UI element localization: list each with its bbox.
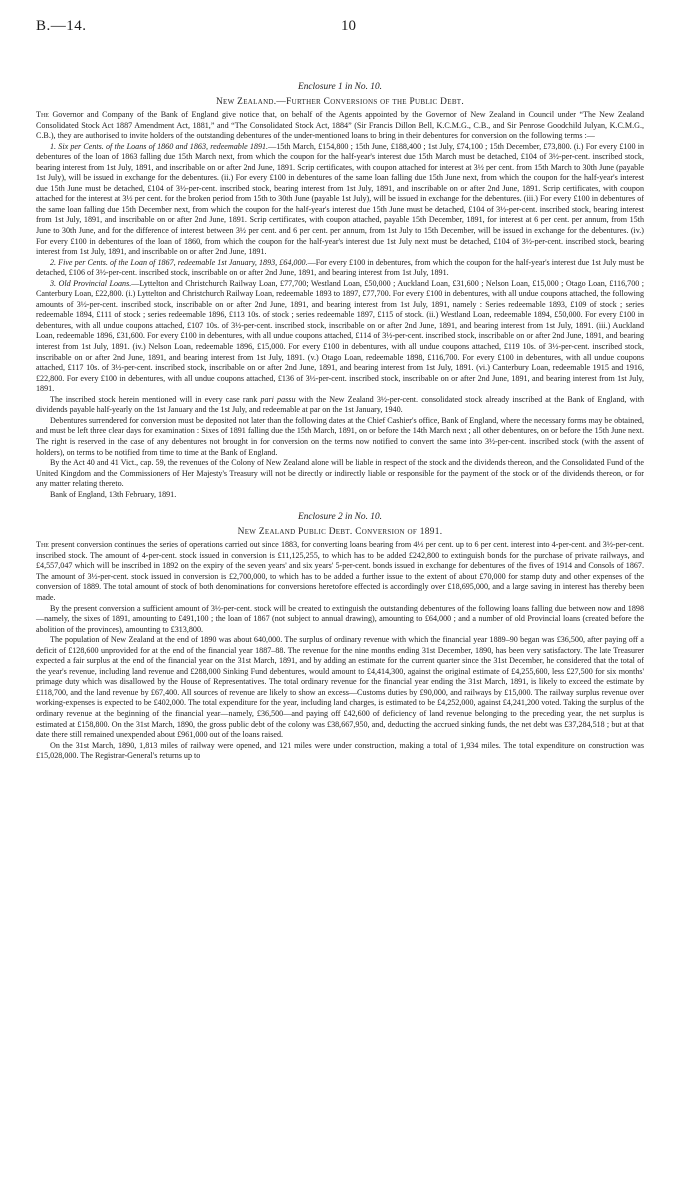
item-1-label: 1. Six per Cents. of the Loans of 1860 and 1863, redeemable 1891. [50, 141, 269, 151]
enclosure-1-intro-lead: The [36, 110, 49, 119]
item-1-text: —15th March, £154,800 ; 15th June, £188,400 ; 1st July, £74,100 ; 15th December, £73,800. (i.) For every £100 in debentures of the loan of 1863 falling due 15th March next, from which the coupon for the half-year's interest due 15th March must be detached, £104 of 3½-per-cent. inscribed stock, bearing interest from 1st July, 1891, and inscribable on or after 2nd June, 1891. Scrip certificates, with coupon attached for interest at 3½ per cent. from 15th March to 30th June (payable 1st July), will be issued in exchange for the debentures. (ii.) For every £100 in debentures of the same loan falling due 15th June next, from which the coupon for the half-year's interest due 15th June must be detached, £104 of 3½-per-cent. inscribed stock, bearing interest from 1st July, 1891, and inscribable on or after 2nd June, 1891. Scrip certificates, with coupon attached for the interest at 3½ per cent. for the broken period from 15th to 30th June (payable 1st July), will be issued in exchange for the debentures. (iii.) For every £100 in debentures of the same loan falling due 15th December next, from which the coupon for the half-year's interest due 15th June must be detached, £104 of 3½-per-cent. inscribed stock, bearing interest from 1st July, 1891, and inscribable on or after 2nd June, 1891. Scrip certificates, with coupon attached, payable 15th December, 1891, for interest at 6 per cent. per annum, from 15th June to 30th June, and for the difference of interest between 3½ per cent. and 6 per cent. per annum, from 1st July to 15th December, will be issued in exchange for the debentures. (iv.) For every £100 in debentures of the loan of 1860, from which the coupon for the half-year's interest due 1st July next must be detached, £104 of 3½-per-cent. inscribed stock, bearing interest from 1st July, 1891, and inscribable on or after 2nd June, 1891. [36, 141, 645, 257]
enclosure-2-debt-paragraph: By the present conversion a sufficient amount of 3½-per-cent. stock will be created to extinguish the outstanding debentures of the following loans falling due between now and 1898—namely, the sixes of 1891, amounting to £491,100 ; the loan of 1867 (not subject to annual drawing), amounting to £64,000 ; and a number of old Provincial loans (created before the abolition of the provinces), amounting to £313,800. [36, 603, 644, 634]
rank-text-before: The inscribed stock herein mentioned will in every case rank [50, 394, 261, 404]
running-head [36, 18, 644, 46]
enclosure-1-signature: Bank of England, 13th February, 1891. [50, 489, 177, 499]
enclosure-2-intro-lead: The [36, 540, 49, 550]
item-2-label: 2. Five per Cents. of the Loan of 1867, redeemable 1st January, 1893, £64,000. [50, 257, 308, 267]
enclosure-1-heading: New Zealand.—Further Conversions of the Public Debt. [215, 97, 465, 107]
enclosure-1-deposit-paragraph: Debentures surrendered for conversion must be deposited not later than the following dates at the Chief Cashier's office, Bank of England, where the necessary forms may be obtained, and must be left three clear days for examination : Sixes of 1891 falling due the 15th March, 1891, on or before the 14th March next ; all other debentures, on or before the 15th June next. The right is reserved in the case of any debentures not brought in for conversion on the terms now notified to convert the same into 3½-per-cent. inscribed stock (with the assent of holders), on terms to be notified from time to time at the Bank of England. [36, 415, 644, 457]
enclosure-1-act-paragraph: By the Act 40 and 41 Vict., cap. 59, the revenues of the Colony of New Zealand alone will be liable in respect of the stock and the dividends thereon, and the Consolidated Fund of the United Kingdom and the Commissioners of Her Majesty's Treasury will not be directly or indirectly liable or responsible for the payment of the stock or of the dividends thereon, or for any matter relating thereto. [36, 458, 644, 489]
enclosure-1-rank-paragraph [36, 395, 644, 416]
rank-text-italic: pari passu [260, 394, 296, 404]
enclosure-2 [36, 512, 644, 761]
enclosure-1 [36, 82, 644, 500]
rank-text-after: with the New Zealand 3½-per-cent. consolidated stock already inscribed at the Bank of England, with dividends payable half-yearly on the 1st January and the 1st July, and redeemable at par on the 1st January, 1940. [36, 394, 644, 415]
enclosure-2-heading: New Zealand Public Debt. Conversion of 1891. [237, 527, 443, 538]
item-2-text: —For every £100 in debentures, from which the coupon for the half-year's interest due 1st July must be detached, £106 of 3½-per-cent. inscribed stock, inscribable on or after 2nd June, 1891, and bearing interest from 1st July, 1891. [36, 257, 645, 278]
enclosure-2-title: Enclosure 2 in No. 10. [297, 512, 383, 523]
enclosure-1-intro-text: Governor and Company of the Bank of England give notice that, on behalf of the Agents appointed by the Governor of New Zealand in Council under “The New Zealand Consolidated Stock Act 1887 Amendment Act, 1881,” and “The Consolidated Stock Act, 1884” (Sir Francis Dillon Bell, K.C.M.G., C.B., and Sir Penrose Goodchild Julyan, K.C.M.G., C.B.), they are authorised to invite holders of the outstanding debentures of the under-mentioned loans to bring in their debentures for conversion on the following terms :— [36, 110, 644, 141]
item-3-label: 3. Old Provincial Loans. [50, 278, 132, 288]
document-reference: B.—14. [36, 18, 87, 34]
enclosure-1-title: Enclosure 1 in No. 10. [297, 82, 383, 92]
enclosure-1-item-3 [36, 279, 644, 395]
enclosure-1-item-2 [36, 258, 644, 279]
enclosure-1-item-1 [36, 142, 644, 258]
enclosure-1-intro [36, 110, 644, 142]
enclosure-2-intro-text: present conversion continues the series of operations carried out since 1883, for converting loans bearing from 4½ per cent. up to 6 per cent. interest into 4-per-cent. and 3½-per-cent. inscribed stock. The amount of 4-per-cent. stock issued in conversion is £11,125,255, to which has to be added £242,800 to extinguish bonds for the purchase of private railways, and £4,557,047 which will be inscribed in 1892 on the expiry of the seven years' and six years' 5-per-cent. bonds issued in exchange for debentures of the fives of 1914 and Consols of 1867. The amount of 3½-per-cent. stock issued in conversion is £2,700,000, to which has to be added a further issue to the extent of about £70,000 for stamp duty and other expenses of the conversion of 1889. The total amount of stock of both denominations for conversions heretofore effected is accordingly over £18,695,000, and a large saving in interest has thereby been made. [36, 540, 644, 602]
item-3-text: —Lyttelton and Christchurch Railway Loan, £77,700; Westland Loan, £50,000 ; Auckland Loan, £31,600 ; Nelson Loan, £15,000 ; Otago Loan, £116,700 ; Canterbury Loan, £22,800. (i.) Lyttelton and Christchurch Railway Loan, redeemable 1893 to 1897, £77,700. For every £100 in debentures, with all undue coupons attached, the following amounts of 3½-per-cent. inscribed stock, inscribable on or after 2nd June, 1891, and bearing interest from 1st July, 1891, namely : Series redeemable 1893, £109 of stock ; series redeemable 1894, £111 of stock ; series redeemable 1896, £113 10s. of stock ; series redeemable 1897, £115 of stock. (ii.) Westland Loan, redeemable 1894, £50,000. For every £100 in debentures, with all undue coupons attached, £107 10s. of 3½-per-cent. inscribed stock, inscribable on or after 2nd June, 1891, and bearing interest from 1st July, 1891. (iii.) Auckland Loan, redeemable 1896, £31,600. For every £100 in debentures, with all undue coupons attached, £114 of 3½-per-cent. inscribed stock, inscribable on or after 2nd June, 1891, and bearing interest from 1st July, 1891. (iv.) Nelson Loan, redeemable 1896, £15,000. For every £100 in debentures, with all undue coupons attached, £119 10s. of 3½-per-cent. inscribed stock, inscribable on or after 2nd June, 1891, and bearing interest from 1st July, 1891. (v.) Otago Loan, redeemable 1898, £116,700. For every £100 in debentures, with all undue coupons attached, £117 10s. of 3½-per-cent. inscribed stock, inscribable on or after 2nd June, 1891, and bearing interest from 1st July, 1891. (vi.) Canterbury Loan, redeemable 1915 and 1916, £22,800. For every £100 in debentures, with all undue coupons attached, £136 of 3½-per-cent. inscribed stock, inscribable on or after 2nd June, 1891, and bearing interest from 1st July, 1891. [36, 278, 644, 394]
page-number: 10 [341, 18, 356, 34]
enclosure-2-railways-paragraph: On the 31st March, 1890, 1,813 miles of railway were opened, and 121 miles were under construction, making a total of 1,934 miles. The total expenditure on construction was £15,028,000. The Registrar-General's returns up to [36, 740, 644, 761]
enclosure-2-intro [36, 540, 644, 603]
enclosure-2-population-paragraph: The population of New Zealand at the end of 1890 was about 640,000. The surplus of ordinary revenue with which the financial year 1889–90 began was £36,500, after paying off a deficit of £128,600 unprovided for at the end of the financial year 1887–88. The revenue for the nine months ending 31st December, 1890, has been very satisfactory. The late Treasurer expected a fair surplus at the end of the financial year on the 31st March, 1891, and by adding an estimate for the current quarter since the 31st December, he considered that the total of the year's revenue, including land revenue and £288,000 Sinking Fund debentures, would amount to £4,414,300, against the original estimate of £4,255,600, less £27,500 for six months' primage duty which was disallowed by the House of Representatives. The total ordinary revenue for the financial year ending the 31st March, 1891, is likely to exceed the estimate by £118,700, and the land revenue by £67,400. All sources of revenue are likely to show an excess—Customs duties by £90,000, and railways by £15,000. The railway surplus revenue over working-expenses is expected to be £402,000. The total expenditure for the year, including land charges, is estimated to be £4,252,000, against £4,241,200 voted. Taking the surplus of the ordinary revenue at the beginning of the financial year—namely, £36,500—and paying off £42,600 of deficiency of land revenue belonging to the preceding year, the net surplus is estimated at £158,800. On the 31st March, 1890, the gross public debt of the colony was £38,667,950, and, deducting the accrued sinking funds, the net debt was £37,284,518 ; but at that date there still remained unexpended about £961,000 out of the loans raised. [36, 635, 644, 740]
